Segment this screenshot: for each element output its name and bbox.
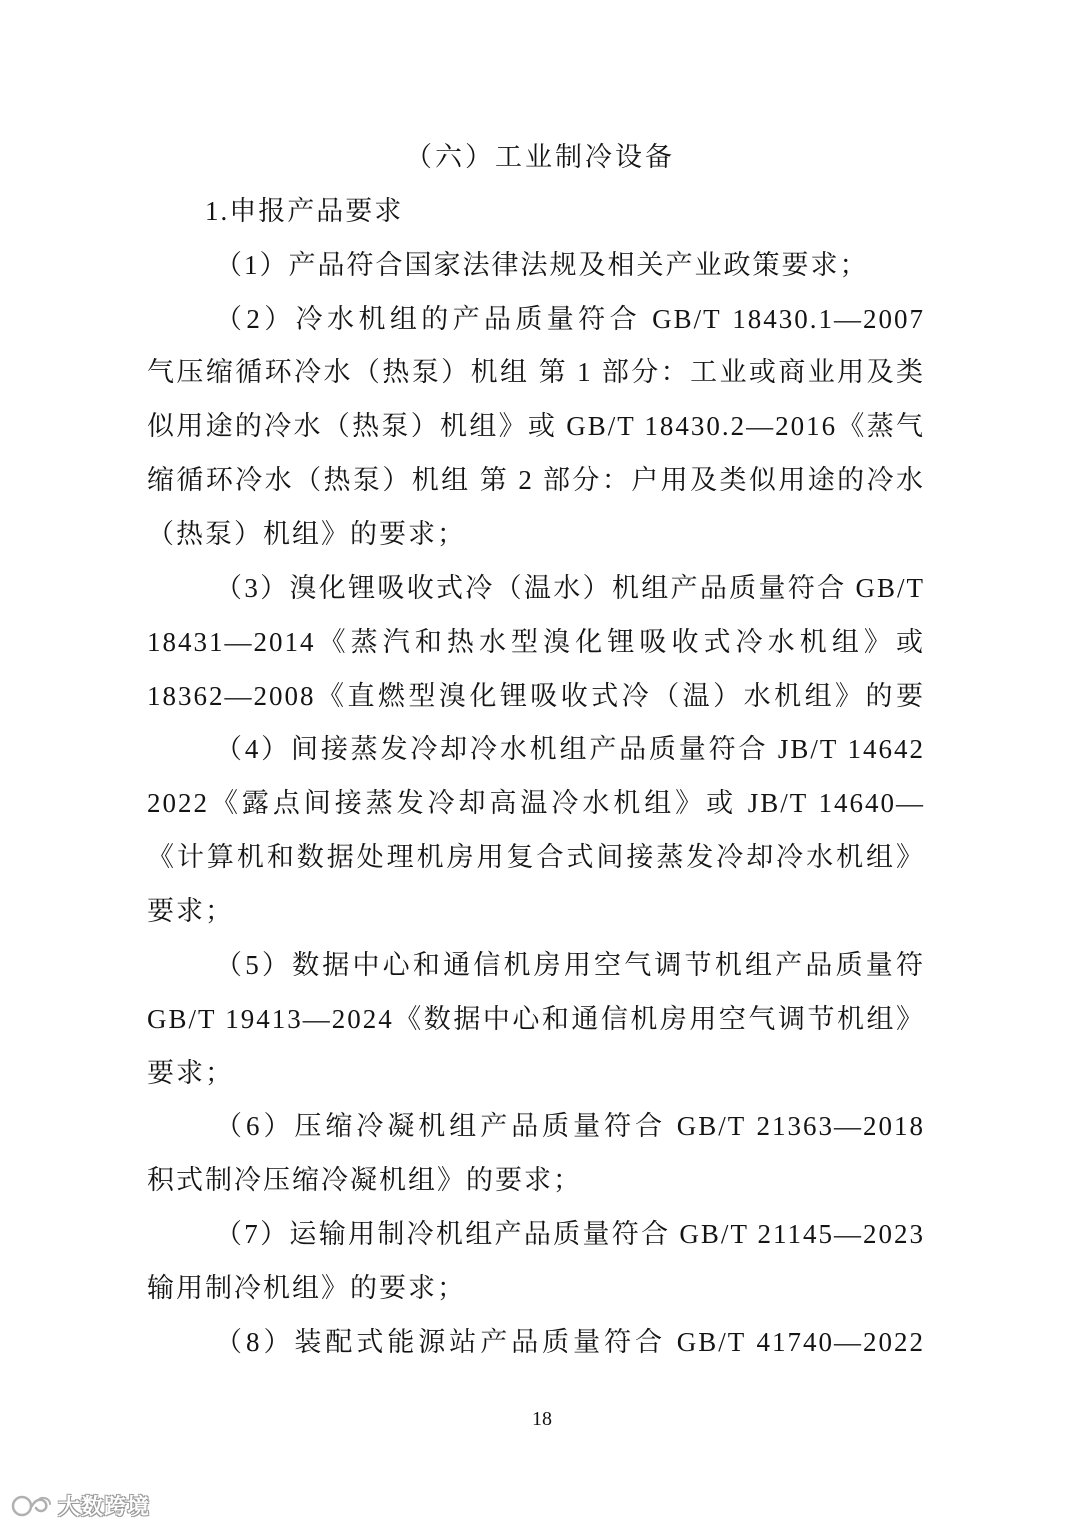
paragraph-2-line: （2）冷水机组的产品质量符合 GB/T 18430.1—2007: [215, 304, 925, 334]
watermark: [10, 1488, 150, 1522]
paragraph-2-line: （热泵）机组》的要求；: [147, 519, 466, 549]
paragraph-1-line: （1）产品符合国家法律法规及相关产业政策要求；: [215, 250, 869, 280]
paragraph-4-line: 2022《露点间接蒸发冷却高温冷水机组》或 JB/T 14640—: [147, 788, 925, 818]
paragraph-3-line: 18431—2014《蒸汽和热水型溴化锂吸收式冷水机组》或: [147, 627, 925, 657]
paragraph-5-line: （5）数据中心和通信机房用空气调节机组产品质量符: [215, 950, 925, 980]
paragraph-4-line: （4）间接蒸发冷却冷水机组产品质量符合 JB/T 14642: [215, 734, 925, 764]
paragraph-2-line: 气压缩循环冷水（热泵）机组 第 1 部分：工业或商业用及类: [147, 357, 925, 387]
paragraph-5-line: GB/T 19413—2024《数据中心和通信机房用空气调节机组》: [147, 1004, 925, 1034]
section-heading: 1.申报产品要求: [205, 196, 404, 226]
page-number: 18: [532, 1408, 552, 1430]
paragraph-2-line: 缩循环冷水（热泵）机组 第 2 部分：户用及类似用途的冷水: [147, 465, 925, 495]
paragraph-6-line: 积式制冷压缩冷凝机组》的要求；: [147, 1165, 582, 1195]
paragraph-4-line: 《计算机和数据处理机房用复合式间接蒸发冷却冷水机组》: [147, 842, 925, 872]
infinity-circle-logo-icon: [10, 1490, 54, 1520]
watermark-text: 大数跨境: [58, 1494, 151, 1520]
paragraph-3-line: （3）溴化锂吸收式冷（温水）机组产品质量符合 GB/T: [215, 573, 925, 603]
paragraph-6-line: （6）压缩冷凝机组产品质量符合 GB/T 21363—2018: [215, 1111, 925, 1141]
paragraph-5-line: 要求；: [147, 1058, 234, 1088]
paragraph-4-line: 要求；: [147, 896, 234, 926]
paragraph-2-line: 似用途的冷水（热泵）机组》或 GB/T 18430.2—2016《蒸气: [147, 411, 925, 441]
section-title: （六）工业制冷设备: [405, 142, 675, 172]
paragraph-8-line: （8）装配式能源站产品质量符合 GB/T 41740—2022: [215, 1327, 925, 1357]
paragraph-7-line: 输用制冷机组》的要求；: [147, 1273, 466, 1303]
paragraph-7-line: （7）运输用制冷机组产品质量符合 GB/T 21145—2023: [215, 1219, 925, 1249]
paragraph-3-line: 18362—2008《直燃型溴化锂吸收式冷（温）水机组》的要: [147, 681, 925, 711]
